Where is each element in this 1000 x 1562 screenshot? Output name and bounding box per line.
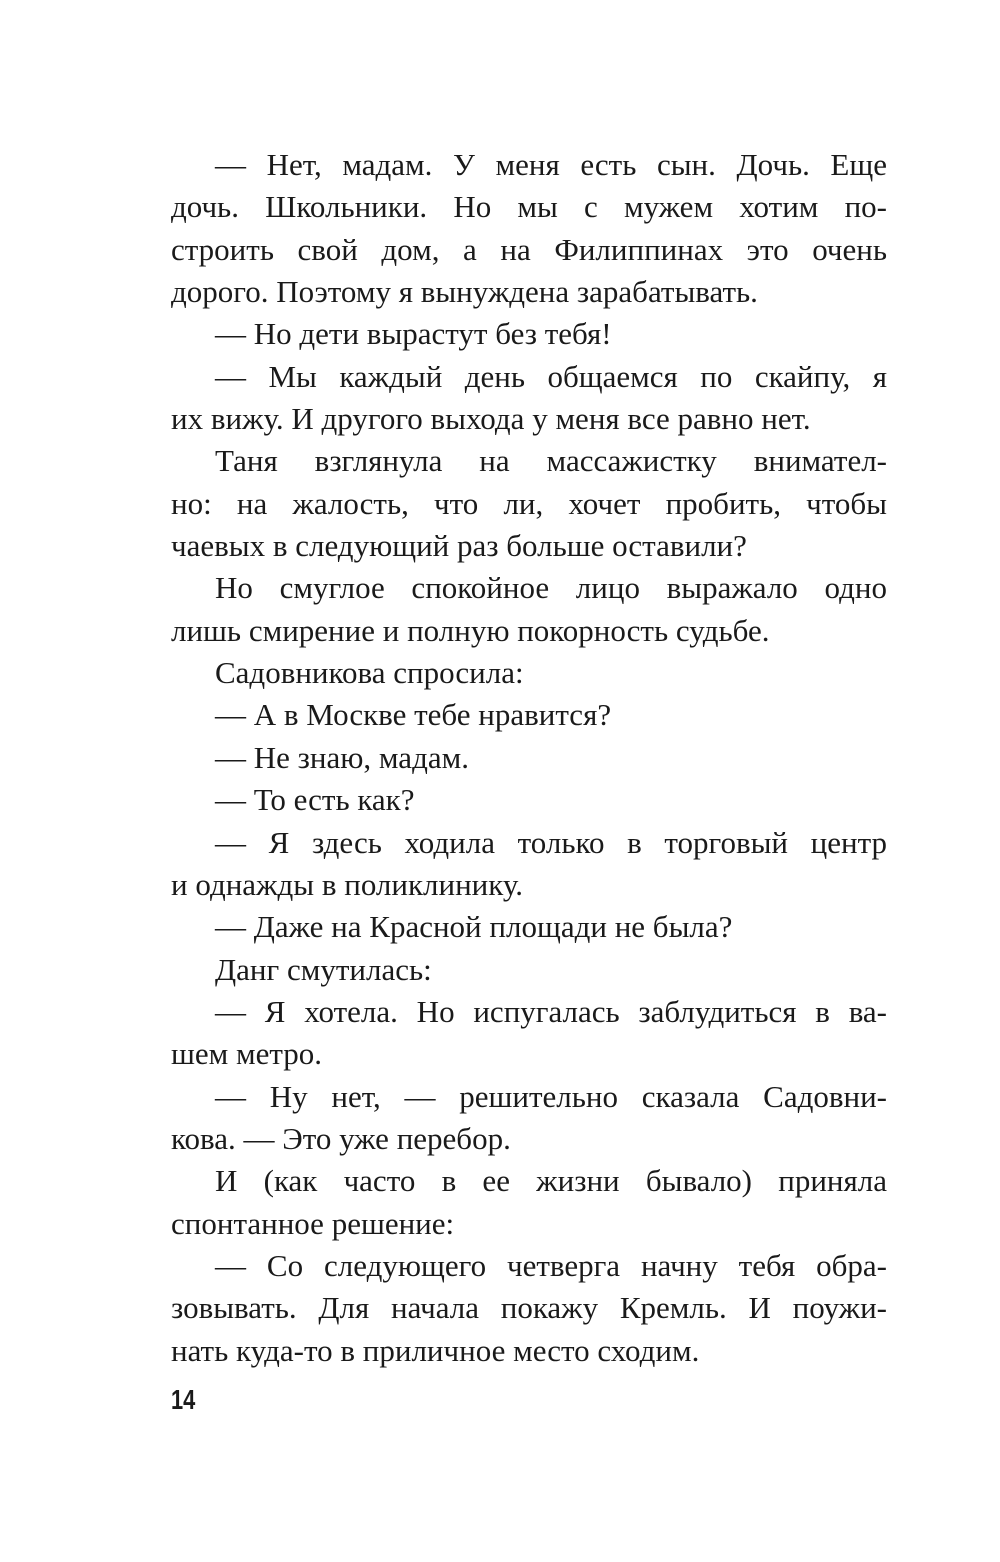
- page-number: 14: [171, 1384, 196, 1415]
- text-line: строить свой дом, а на Филиппинах это очень: [171, 231, 887, 267]
- text-line: их вижу. И другого выхода у меня все равно нет.: [171, 401, 811, 437]
- text-line: — А в Москве тебе нравится?: [215, 697, 612, 733]
- text-line: — Но дети вырастут без тебя!: [215, 316, 612, 352]
- text-line: дочь. Школьники. Но мы с мужем хотим по-: [171, 189, 887, 225]
- text-line: — Не знаю, мадам.: [215, 739, 469, 775]
- text-line: зовывать. Для начала покажу Кремль. И поужи-: [171, 1290, 887, 1326]
- page-body: [171, 144, 887, 1372]
- text-line: Данг смутилась:: [215, 951, 432, 987]
- text-line: И (как часто в ее жизни бывало) приняла: [215, 1163, 887, 1199]
- text-line: — Я здесь ходила только в торговый центр: [215, 824, 887, 860]
- text-line: лишь смирение и полную покорность судьбе.: [171, 612, 770, 648]
- text-line: чаевых в следующий раз больше оставили?: [171, 528, 747, 564]
- text-line: — Со следующего четверга начну тебя обра-: [215, 1247, 887, 1283]
- text-line: — Я хотела. Но испугалась заблудиться в ва-: [215, 993, 887, 1029]
- text-line: нать куда-то в приличное место сходим.: [171, 1332, 700, 1368]
- text-line: — Ну нет, — решительно сказала Садовни-: [215, 1078, 887, 1114]
- text-line: кова. — Это уже перебор.: [171, 1120, 511, 1156]
- text-line: Садовникова спросила:: [215, 655, 524, 691]
- text-line: шем метро.: [171, 1036, 323, 1072]
- text-line: дорого. Поэтому я вынуждена зарабатывать.: [171, 274, 758, 310]
- text-line: Но смуглое спокойное лицо выражало одно: [215, 570, 887, 606]
- text-line: Таня взглянула на массажистку внимател-: [215, 443, 887, 479]
- text-line: — То есть как?: [215, 782, 415, 818]
- text-line: — Даже на Красной площади не была?: [215, 909, 733, 945]
- text-line: но: на жалость, что ли, хочет пробить, чтобы: [171, 485, 887, 521]
- text-line: спонтанное решение:: [171, 1205, 455, 1241]
- text-line: и однажды в поликлинику.: [171, 866, 524, 902]
- text-line: — Мы каждый день общаемся по скайпу, я: [215, 358, 887, 394]
- text-line: — Нет, мадам. У меня есть сын. Дочь. Еще: [215, 147, 887, 182]
